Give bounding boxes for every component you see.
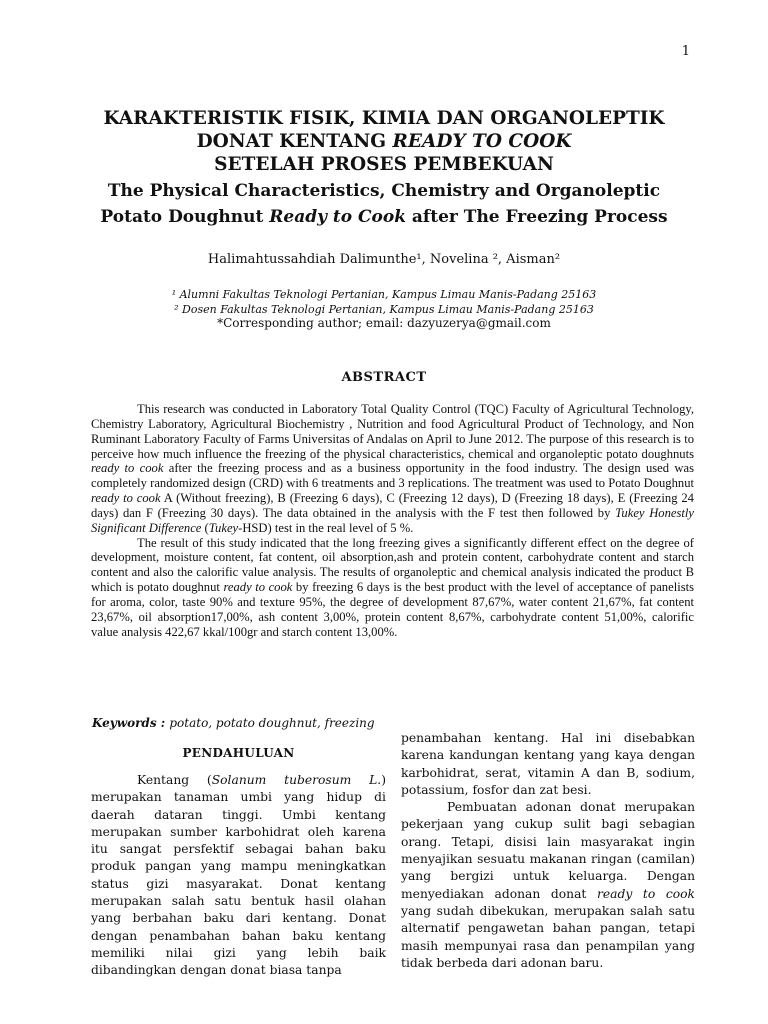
affiliation-2: ² Dosen Fakultas Teknologi Pertanian, Kampus Limau Manis-Padang 25163 (174, 303, 594, 316)
affiliation-1: ¹ Alumni Fakultas Teknologi Pertanian, Kampus Limau Manis-Padang 25163 (171, 288, 597, 301)
affiliations (60, 287, 708, 317)
left-column (91, 746, 386, 980)
authors: Halimahtussahdiah Dalimunthe¹, Novelina ², Aisman² (207, 252, 561, 267)
keywords: Keywords : potato, potato doughnut, freezing (92, 716, 375, 730)
section-heading-pendahuluan: PENDAHULUAN (182, 746, 295, 760)
right-column (401, 730, 695, 972)
title-block (60, 107, 708, 230)
intro-paragraph-1-continued: penambahan kentang. Hal ini disebabkan karena kandungan kentang yang kaya dengan karbohidrat, serat, vitamin A dan B, sodium, potassium, fosfor dan zat besi. (401, 731, 695, 797)
abstract-paragraph-1: This research was conducted in Laboratory Total Quality Control (TQC) Faculty of Agricultural Technology, Chemistry Laboratory, Agricultural Biochemistry , Nutrition and food Agricultural Product of Technology, and Non Ruminant Laboratory Faculty of Farms Universitas of Andalas on April to June 2012. The purpose of this research is to perceive how much influence the freezing of the physical characteristics, chemical and organoleptic potato doughnuts ready to cook after the freezing process and as a business opportunity in the food industry. The design used was completely randomized design (CRD) with 6 treatments and 3 replications. The treatment was used to Potato Doughnut ready to cook A (Without freezing), B (Freezing 6 days), C (Freezing 12 days), D (Freezing 18 days), E (Freezing 24 days) dan F (Freezing 30 days). The data obtained in the analysis with the F test then followed by Tukey Honestly Significant Difference (Tukey-HSD) test in the real level of 5 %. (91, 402, 694, 535)
intro-paragraph-1: Kentang (Solanum tuberosum L.) merupakan tanaman umbi yang hidup di daerah dataran tinggi. Umbi kentang merupakan sumber karbohidrat oleh karena itu sangat persfektif sebagai bahan baku produk pangan yang mampu meningkatkan status gizi masyarakat. Donat kentang merupakan salah satu bentuk hasil olahan yang berbahan baku dari kentang. Donat dengan penambahan bahan baku kentang memiliki nilai gizi yang lebih baik dibandingkan dengan donat biasa tanpa (91, 773, 387, 978)
abstract-body (91, 402, 694, 640)
page-number: 1 (681, 44, 690, 59)
title-english: The Physical Characteristics, Chemistry and Organoleptic Potato Doughnut Ready to Cook after The Freezing Process (100, 181, 668, 227)
corresponding-author: *Corresponding author; email: dazyuzerya@gmail.com (217, 316, 551, 330)
abstract-heading: ABSTRACT (341, 370, 427, 385)
intro-paragraph-2: Pembuatan adonan donat merupakan pekerjaan yang cukup sulit bagi sebagian orang. Tetapi, disisi lain masyarakat ingin menyajikan sesuatu makanan ringan (camilan) yang bergizi untuk keluarga. Dengan menyediakan adonan donat ready to cook yang sudah dibekukan, merupakan salah satu alternatif pengawetan bahan pangan, tetapi masih mempunyai rasa dan penampilan yang tidak berbeda dari adonan baru. (401, 800, 695, 970)
abstract-paragraph-2: The result of this study indicated that the long freezing gives a significantly different effect on the degree of development, moisture content, fat content, oil absorption,ash and protein content, carbohydrate content and starch content and also the calorific value analysis. The results of organoleptic and chemical analysis indicated the product B which is potato doughnut ready to cook by freezing 6 days is the best product with the level of acceptance of panelists for aroma, color, taste 90% and texture 95%, the degree of development 87,67%, water content 21,67%, fat content 23,67%, oil absorption17,00%, ash content 3,00%, protein content 8,67%, carbohydrate content 51,00%, calorific value analysis 422,67 kkal/100gr and starch content 13,00%. (91, 535, 694, 639)
title-indonesian: KARAKTERISTIK FISIK, KIMIA DAN ORGANOLEPTIK DONAT KENTANG READY TO COOK SETELAH PROSES PEMBEKUAN (103, 108, 665, 175)
